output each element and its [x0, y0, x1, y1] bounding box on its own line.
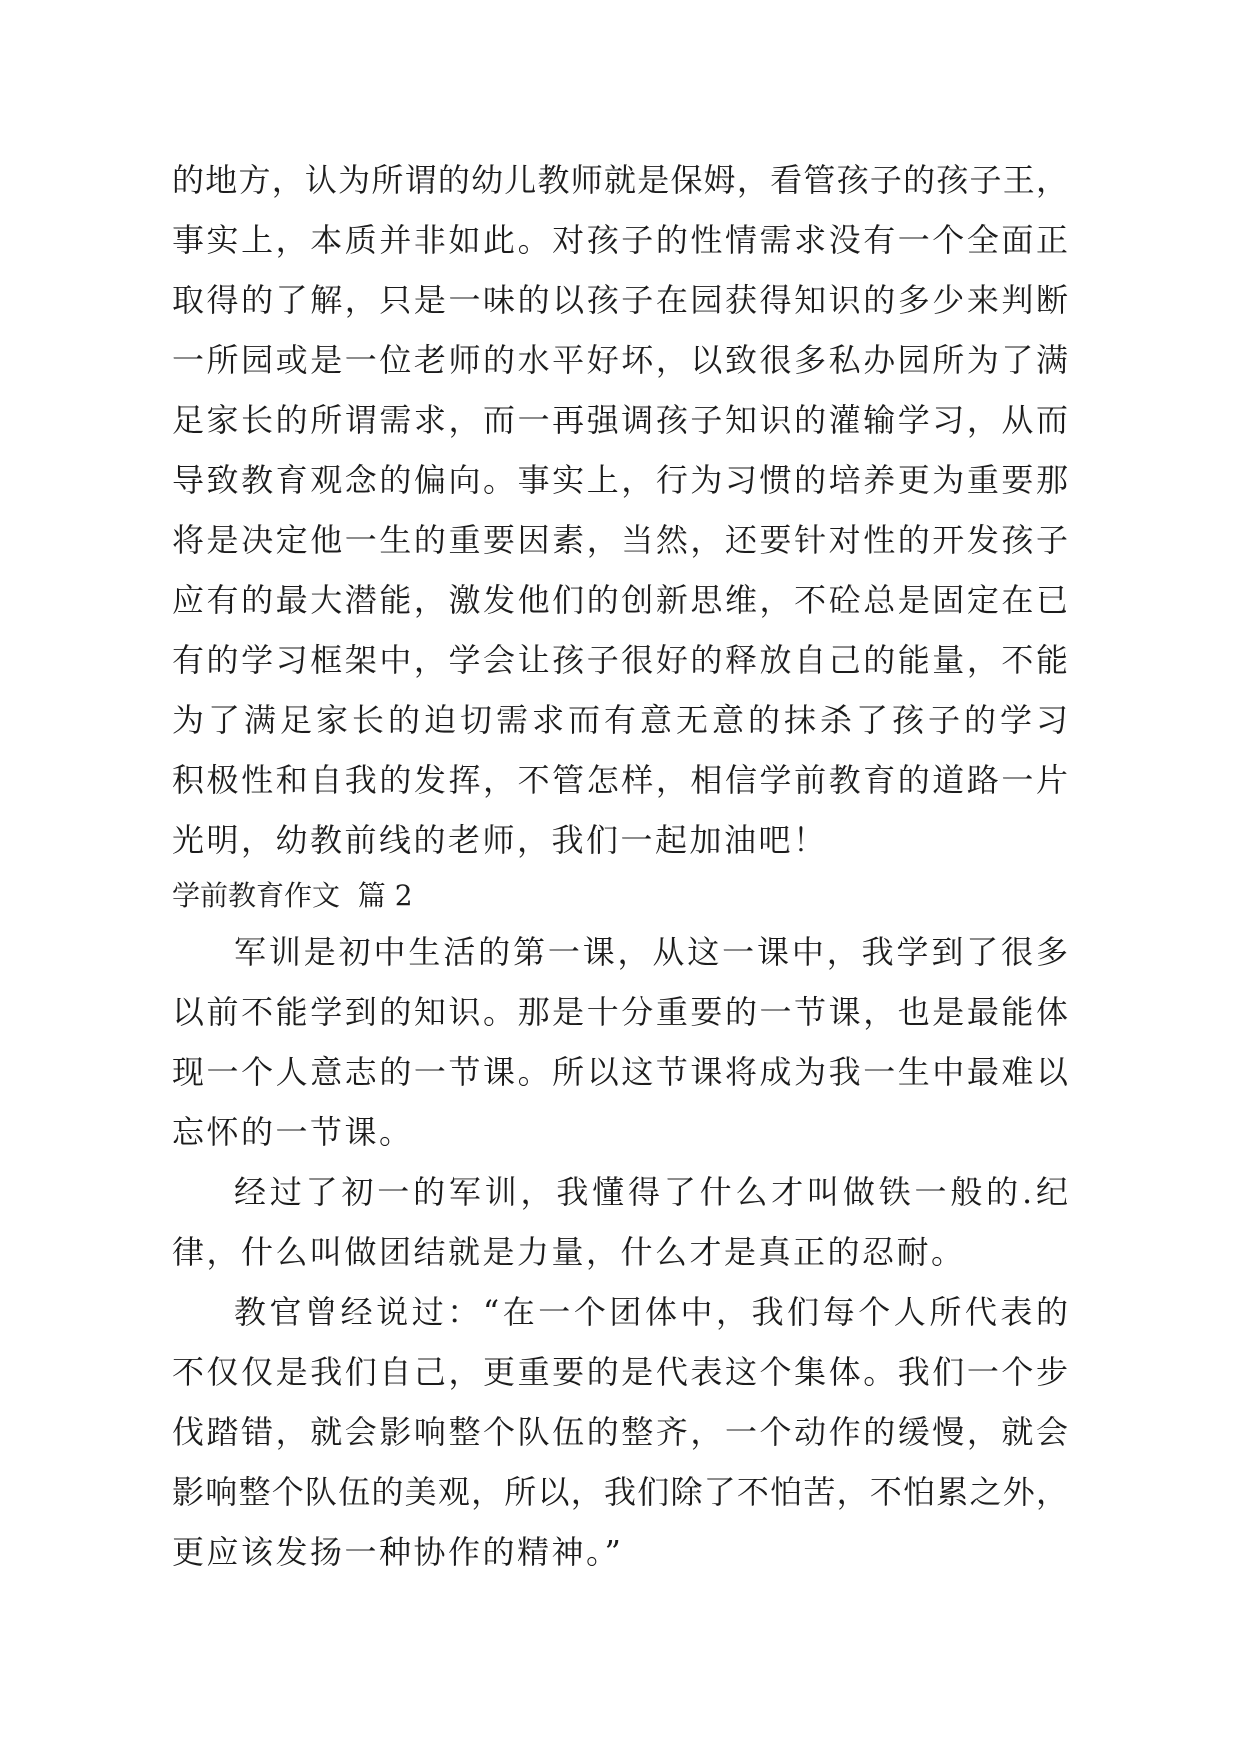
text-line: 更应该发扬一种协作的精神。”	[172, 1533, 624, 1571]
text-line: 现一个人意志的一节课。所以这节课将成为我一生中最难以	[172, 1053, 1068, 1091]
section-2-paragraph-2	[172, 1162, 1068, 1282]
text-line: 一所园或是一位老师的水平好坏，以致很多私办园所为了满	[172, 341, 1068, 379]
text-line: 的地方，认为所谓的幼儿教师就是保姆，看管孩子的孩子王，	[172, 161, 1068, 199]
section-1-paragraph	[172, 150, 1068, 870]
text-line: 事实上，本质并非如此。对孩子的性情需求没有一个全面正	[172, 221, 1068, 259]
text-line: 律，什么叫做团结就是力量，什么才是真正的忍耐。	[172, 1233, 966, 1271]
text-line: 不仅仅是我们自己，更重要的是代表这个集体。我们一个步	[172, 1353, 1068, 1391]
text-line: 有的学习框架中，学会让孩子很好的释放自己的能量，不能	[172, 641, 1068, 679]
text-line: 足家长的所谓需求，而一再强调孩子知识的灌输学习，从而	[172, 401, 1068, 439]
text-line: 取得的了解，只是一味的以孩子在园获得知识的多少来判断	[172, 281, 1068, 319]
section-2-paragraph-3	[172, 1282, 1068, 1582]
text-line: 以前不能学到的知识。那是十分重要的一节课，也是最能体	[172, 993, 1068, 1031]
text-line: 影响整个队伍的美观，所以，我们除了不怕苦，不怕累之外，	[172, 1473, 1068, 1511]
document-body	[172, 150, 1068, 1582]
text-line: 将是决定他一生的重要因素，当然，还要针对性的开发孩子	[172, 521, 1068, 559]
text-line: 应有的最大潜能，激发他们的创新思维，不砼总是固定在已	[172, 581, 1068, 619]
text-line: 忘怀的一节课。	[172, 1113, 414, 1151]
text-line: 导致教育观念的偏向。事实上，行为习惯的培养更为重要那	[172, 461, 1068, 499]
text-line: 经过了初一的军训，我懂得了什么才叫做铁一般的.纪	[234, 1173, 1068, 1211]
text-line: 积极性和自我的发挥，不管怎样，相信学前教育的道路一片	[172, 761, 1068, 799]
text-line: 光明，幼教前线的老师，我们一起加油吧！	[172, 821, 828, 859]
section-heading: 学前教育作文 篇 2	[172, 879, 413, 912]
text-line: 教官曾经说过：“在一个团体中，我们每个人所代表的	[234, 1293, 1068, 1331]
text-line: 为了满足家长的迫切需求而有意无意的抹杀了孩子的学习	[172, 701, 1068, 739]
text-line: 伐踏错，就会影响整个队伍的整齐，一个动作的缓慢，就会	[172, 1413, 1068, 1451]
text-line: 军训是初中生活的第一课，从这一课中，我学到了很多	[234, 933, 1068, 971]
section-2-paragraph-1	[172, 922, 1068, 1162]
